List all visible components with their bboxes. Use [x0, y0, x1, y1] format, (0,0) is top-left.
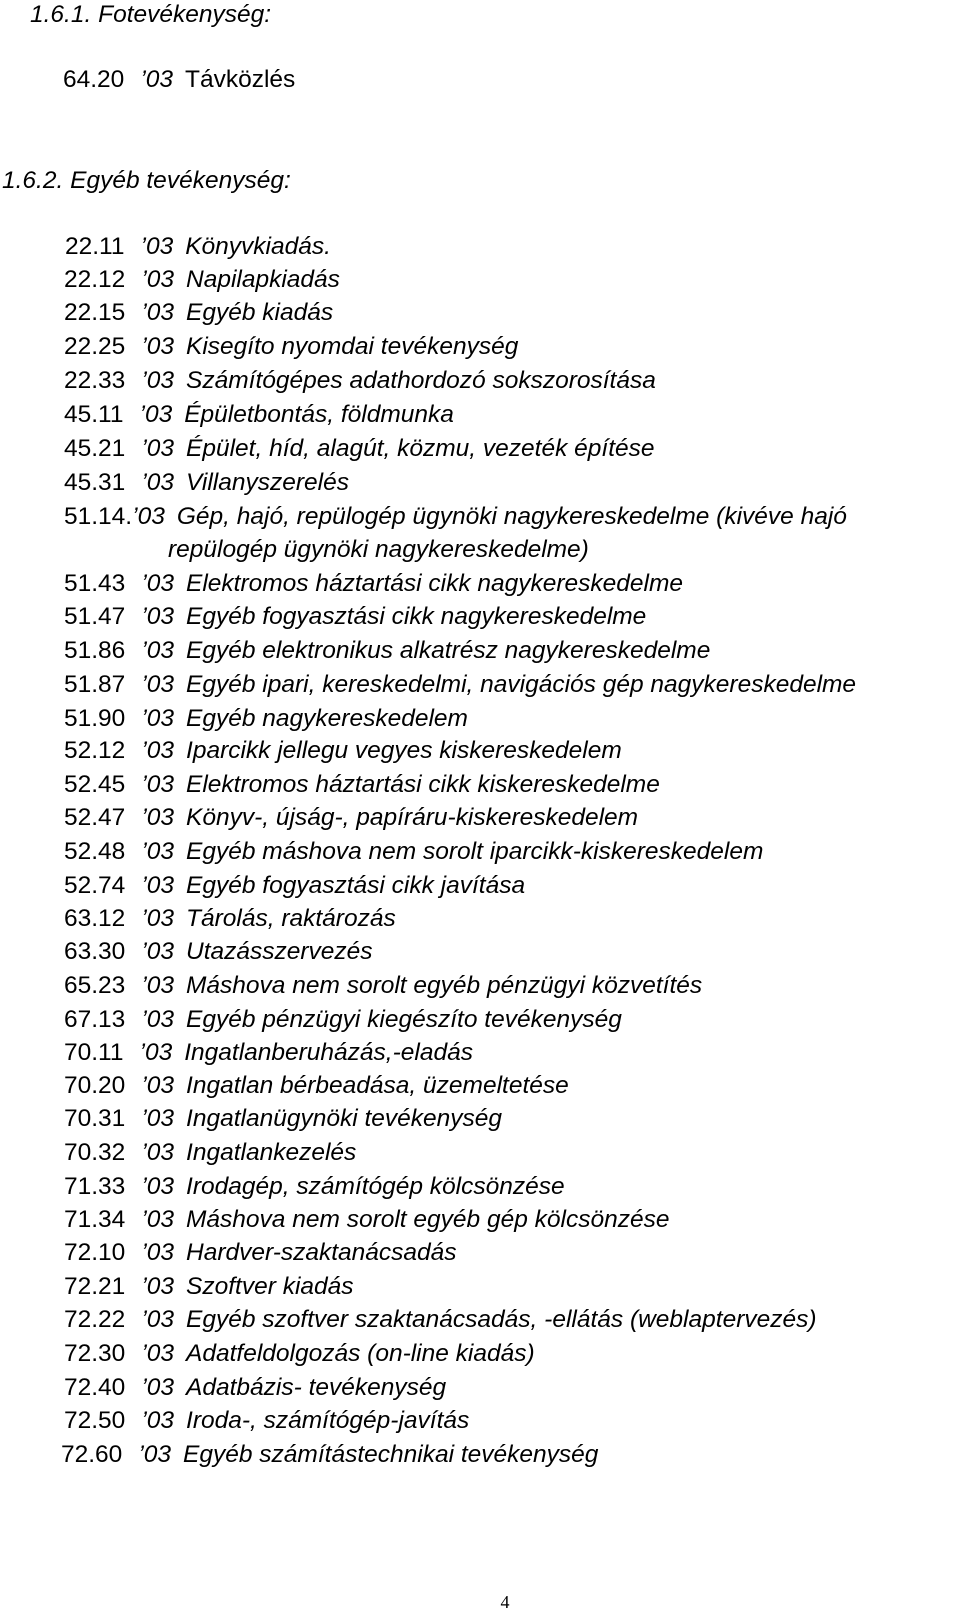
activity-code: 65.23: [64, 972, 126, 999]
activity-year: ’03: [141, 1105, 175, 1132]
activity-code: 51.86: [64, 637, 126, 664]
activity-year: ’03: [141, 972, 175, 999]
activity-text: Egyéb máshova nem sorolt iparcikk-kiskereskedelem: [186, 838, 764, 865]
activity-text: Egyéb kiadás: [186, 299, 334, 326]
activity-entry: [64, 937, 373, 967]
activity-year: ’03: [141, 1340, 175, 1367]
activity-code: 52.74: [64, 872, 126, 899]
activity-entry: [64, 1172, 565, 1202]
activity-code: 52.45: [64, 771, 126, 798]
activity-year: ’03: [141, 804, 175, 831]
activity-code: 22.25: [64, 333, 126, 360]
activity-code: 63.30: [64, 938, 126, 965]
activity-entry: [64, 1071, 569, 1101]
activity-entry: [64, 1406, 469, 1436]
activity-text: Kisegíto nyomdai tevékenység: [186, 333, 519, 360]
activity-code: 63.12: [64, 905, 126, 932]
activity-entry: [65, 232, 331, 262]
activity-year: ’03: [141, 905, 175, 932]
activity-code: 22.33: [64, 367, 126, 394]
activity-entry: [64, 400, 454, 430]
activity-year: ’03: [141, 1139, 175, 1166]
activity-text: Adatfeldolgozás (on-line kiadás): [186, 1340, 535, 1367]
activity-entry: [64, 1305, 817, 1335]
activity-year: ’03: [141, 333, 175, 360]
activity-code: 52.48: [64, 838, 126, 865]
activity-entry: [64, 569, 683, 599]
activity-code: 72.22: [64, 1306, 126, 1333]
activity-year: ’03: [141, 771, 175, 798]
activity-code: 72.10: [64, 1239, 126, 1266]
activity-text-continuation: repülogép ügynöki nagykereskedelme): [168, 536, 589, 563]
activity-entry: [64, 837, 763, 867]
activity-code: 22.12: [64, 266, 126, 293]
activity-entry: [64, 971, 702, 1001]
activity-code: 52.47: [64, 804, 126, 831]
activity-text: Máshova nem sorolt egyéb pénzügyi közvetítés: [186, 972, 703, 999]
activity-entry: [64, 1205, 669, 1235]
activity-year: ’03: [141, 872, 175, 899]
activity-year: ’03: [140, 66, 174, 93]
activity-entry: [64, 1104, 502, 1134]
activity-text: Máshova nem sorolt egyéb gép kölcsönzése: [186, 1206, 670, 1233]
activity-entry: [64, 1038, 473, 1068]
activity-text: Elektromos háztartási cikk kiskereskedelme: [186, 771, 660, 798]
activity-code: 72.60: [61, 1441, 123, 1468]
activity-entry: [64, 298, 333, 328]
activity-entry: [64, 803, 638, 833]
activity-year: ’03: [141, 737, 175, 764]
activity-year: ’03: [141, 1206, 175, 1233]
activity-entry: [64, 904, 396, 934]
activity-text: Egyéb ipari, kereskedelmi, navigációs gép nagykereskedelme: [186, 671, 857, 698]
activity-entry: [64, 704, 468, 734]
activity-year: ’03: [141, 637, 175, 664]
section-heading-other: 1.6.2. Egyéb tevékenység:: [2, 167, 291, 194]
activity-code: 51.87: [64, 671, 126, 698]
activity-entry: [64, 636, 710, 666]
activity-year: ’03: [139, 401, 173, 428]
activity-code: 22.15: [64, 299, 126, 326]
activity-text: Távközlés: [185, 66, 296, 93]
activity-entry: [64, 1272, 354, 1302]
activity-code: 70.20: [64, 1072, 126, 1099]
activity-entry: [64, 1138, 356, 1168]
activity-entry: [64, 1005, 622, 1035]
activity-text: Gép, hajó, repülogép ügynöki nagykereskedelme (kivéve hajó: [176, 503, 847, 530]
activity-code: 72.50: [64, 1407, 126, 1434]
activity-year: ’03: [141, 469, 175, 496]
page-number: 4: [500, 1592, 510, 1612]
activity-year: ’03: [141, 1173, 175, 1200]
activity-entry: [64, 871, 525, 901]
activity-entry: [64, 1373, 446, 1403]
activity-text: Ingatlankezelés: [186, 1139, 357, 1166]
activity-text: Ingatlanügynöki tevékenység: [186, 1105, 503, 1132]
activity-text: Épület, híd, alagút, közmu, vezeték építése: [186, 435, 655, 462]
activity-text: Egyéb fogyasztási cikk nagykereskedelme: [186, 603, 647, 630]
activity-text: Villanyszerelés: [186, 469, 349, 496]
activity-text: Tárolás, raktározás: [186, 905, 396, 932]
activity-text: Épületbontás, földmunka: [184, 401, 454, 428]
activity-code: 51.90: [64, 705, 126, 732]
activity-text: Egyéb számítástechnikai tevékenység: [183, 1441, 599, 1468]
activity-code: 71.34: [64, 1206, 126, 1233]
activity-text: Könyvkiadás.: [185, 233, 331, 260]
activity-code: 70.11: [64, 1039, 124, 1066]
activity-code: 64.20: [63, 66, 125, 93]
activity-code: 45.31: [64, 469, 126, 496]
section-heading-main: 1.6.1. Fotevékenység:: [30, 1, 272, 28]
activity-year: ’03: [141, 435, 175, 462]
activity-year: ’03: [141, 1407, 175, 1434]
activity-year: ’03: [141, 1072, 175, 1099]
activity-text: Adatbázis- tevékenység: [186, 1374, 447, 1401]
activity-year: ’03: [140, 233, 174, 260]
activity-year: ’03: [141, 938, 175, 965]
activity-text: Számítógépes adathordozó sokszorosítása: [186, 367, 656, 394]
activity-text: Egyéb elektronikus alkatrész nagykereskedelme: [186, 637, 711, 664]
activity-code: 72.21: [64, 1273, 126, 1300]
activity-text: Ingatlanberuházás,-eladás: [184, 1039, 473, 1066]
activity-year: ’03: [141, 705, 175, 732]
activity-text: Napilapkiadás: [186, 266, 340, 293]
activity-entry: [64, 602, 646, 632]
activity-text: Egyéb nagykereskedelem: [186, 705, 468, 732]
activity-entry: [64, 366, 656, 396]
activity-text: Egyéb pénzügyi kiegészíto tevékenység: [186, 1006, 622, 1033]
activity-text: Elektromos háztartási cikk nagykereskedelme: [186, 570, 684, 597]
activity-text: Irodagép, számítógép kölcsönzése: [186, 1173, 565, 1200]
activity-entry: [64, 1339, 535, 1369]
activity-year: ’03: [141, 299, 175, 326]
activity-entry: [64, 736, 622, 766]
activity-year: ’03: [141, 570, 175, 597]
activity-year: ’03: [141, 1239, 175, 1266]
activity-year: ’03: [141, 266, 175, 293]
main-activity-entry: [63, 65, 295, 95]
activity-entry: [61, 1440, 598, 1470]
activity-code: 70.31: [64, 1105, 126, 1132]
activity-code: 70.32: [64, 1139, 126, 1166]
activity-code: 22.11: [65, 233, 125, 260]
activity-year: ’03: [141, 1273, 175, 1300]
activity-text: Hardver-szaktanácsadás: [186, 1239, 457, 1266]
activity-code: 52.12: [64, 737, 126, 764]
activity-year: ’03: [139, 1039, 173, 1066]
activity-code: 45.21: [64, 435, 126, 462]
activity-code: 45.11: [64, 401, 124, 428]
activity-text: Utazásszervezés: [186, 938, 373, 965]
activity-text: Egyéb szoftver szaktanácsadás, -ellátás (weblaptervezés): [186, 1306, 817, 1333]
activity-text: Iroda-, számítógép-javítás: [186, 1407, 470, 1434]
activity-entry: [64, 332, 518, 362]
activity-entry: [64, 670, 856, 700]
activity-text: Iparcikk jellegu vegyes kiskereskedelem: [186, 737, 622, 764]
activity-year: ’03: [132, 503, 165, 530]
activity-code: 51.47: [64, 603, 126, 630]
activity-text: Szoftver kiadás: [186, 1273, 354, 1300]
activity-code: 51.14.: [64, 503, 133, 530]
activity-code: 72.30: [64, 1340, 126, 1367]
activity-year: ’03: [141, 367, 175, 394]
activity-year: ’03: [141, 671, 175, 698]
activity-code: 67.13: [64, 1006, 126, 1033]
activity-year: ’03: [141, 1306, 175, 1333]
activity-code: 72.40: [64, 1374, 126, 1401]
activity-entry: [64, 265, 340, 295]
activity-text: Egyéb fogyasztási cikk javítása: [186, 872, 526, 899]
activity-text: Ingatlan bérbeadása, üzemeltetése: [186, 1072, 569, 1099]
activity-text: Könyv-, újság-, papíráru-kiskereskedelem: [186, 804, 639, 831]
activity-entry: [64, 502, 847, 532]
activity-year: ’03: [141, 1374, 175, 1401]
activity-code: 71.33: [64, 1173, 126, 1200]
activity-year: ’03: [138, 1441, 172, 1468]
activity-entry: [64, 770, 660, 800]
activity-code: 51.43: [64, 570, 126, 597]
activity-year: ’03: [141, 838, 175, 865]
activity-year: ’03: [141, 603, 175, 630]
activity-entry: [64, 468, 349, 498]
activity-year: ’03: [141, 1006, 175, 1033]
activity-entry: [64, 1238, 457, 1268]
activity-entry: [64, 434, 655, 464]
